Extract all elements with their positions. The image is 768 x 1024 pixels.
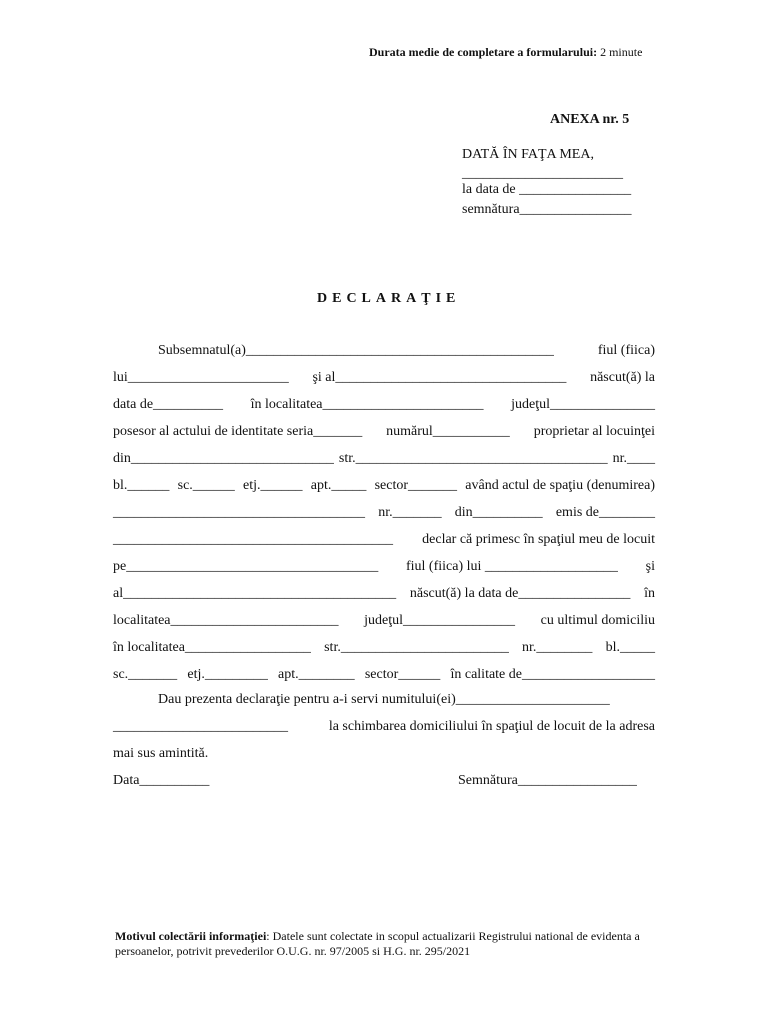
form-segment[interactable]: născut(ă) la data de________________ xyxy=(409,586,631,601)
form-segment[interactable]: sector_______ xyxy=(374,478,458,493)
notice-text: : Datele sunt colectate in scopul actualizarii Registrului national de evidenta a persoanelor, potrivit prevederilor O.U.G. nr. 97/2005 si H.G. nr. 295/2021 xyxy=(115,929,640,958)
form-segment[interactable]: posesor al actului de identitate seria_______ xyxy=(113,424,363,439)
notice-label: Motivul colectării informaţiei xyxy=(115,929,267,943)
form-segment[interactable]: din_____________________________ xyxy=(113,451,334,466)
form-line xyxy=(113,370,655,386)
form-segment: mai sus amintită. xyxy=(113,746,209,761)
form-segment[interactable]: sc.______ xyxy=(177,478,235,493)
form-segment[interactable]: nr.________ xyxy=(522,640,593,655)
form-segment[interactable]: _________________________ xyxy=(113,719,288,734)
form-line xyxy=(113,613,655,629)
form-segment[interactable]: pe____________________________________ xyxy=(113,559,379,574)
form-segment[interactable]: data de__________ xyxy=(113,397,224,412)
form-line xyxy=(113,451,655,467)
form-segment[interactable]: bl.______ xyxy=(113,478,170,493)
form-segment[interactable]: din__________ xyxy=(454,505,543,520)
form-segment[interactable]: bl._____ xyxy=(605,640,655,655)
form-line xyxy=(113,532,655,548)
form-segment: fiul (fiica) xyxy=(597,343,655,358)
form-line xyxy=(113,640,655,656)
form-segment: proprietar al locuinţei xyxy=(533,424,655,439)
form-segment[interactable]: lui_______________________ xyxy=(113,370,289,385)
form-segment: declar că primesc în spaţiul meu de locuit xyxy=(422,532,655,547)
form-segment[interactable]: apt.________ xyxy=(278,667,355,682)
form-segment[interactable]: localitatea________________________ xyxy=(113,613,339,628)
form-line xyxy=(113,559,655,575)
form-segment[interactable]: judeţul________________ xyxy=(364,613,516,628)
form-segment[interactable]: apt._____ xyxy=(310,478,367,493)
form-segment: născut(ă) la xyxy=(590,370,655,385)
form-segment[interactable]: etj.______ xyxy=(243,478,303,493)
form-segment[interactable]: ____________________________________ xyxy=(113,505,365,520)
form-segment[interactable]: Subsemnatul(a)____________________________________________ xyxy=(158,343,554,358)
witness-blank-line[interactable]: _______________________ xyxy=(462,166,623,181)
form-line xyxy=(113,746,655,762)
form-segment: la schimbarea domiciliului în spaţiul de locuit de la adresa xyxy=(328,719,655,734)
form-segment[interactable]: sector______ xyxy=(364,667,441,682)
form-segment[interactable]: str.________________________ xyxy=(324,640,509,655)
form-segment[interactable]: în calitate de___________________ xyxy=(450,667,655,682)
form-segment[interactable]: numărul___________ xyxy=(386,424,510,439)
form-segment[interactable]: fiul (fiica) lui ___________________ xyxy=(405,559,618,574)
form-line xyxy=(113,667,655,683)
witness-date-line[interactable]: la data de ________________ xyxy=(462,182,632,197)
form-line xyxy=(113,505,655,521)
completion-time-value: 2 minute xyxy=(600,45,643,59)
form-segment[interactable]: str.____________________________________ xyxy=(338,451,608,466)
form-line xyxy=(113,719,655,735)
form-line xyxy=(113,397,655,413)
form-line xyxy=(158,692,655,708)
form-segment[interactable]: Dau prezenta declaraţie pentru a-i servi numitului(ei)______________________ xyxy=(158,692,610,707)
form-line xyxy=(113,586,655,602)
form-line xyxy=(158,343,655,359)
form-line xyxy=(113,424,655,440)
form-segment[interactable]: judeţul_______________ xyxy=(511,397,655,412)
form-segment[interactable]: ________________________________________ xyxy=(113,532,393,547)
form-segment[interactable]: emis de________ xyxy=(555,505,655,520)
completion-time-note xyxy=(369,45,642,60)
witness-title: DATĂ ÎN FAŢA MEA, xyxy=(462,147,594,162)
form-line xyxy=(113,478,655,494)
annex-number: ANEXA nr. 5 xyxy=(550,112,630,127)
form-segment: şi xyxy=(645,559,655,574)
form-segment: în xyxy=(644,586,655,601)
form-segment[interactable]: nr.____ xyxy=(612,451,655,466)
form-segment[interactable]: al_______________________________________ xyxy=(113,586,397,601)
form-segment[interactable]: în localitatea_______________________ xyxy=(250,397,484,412)
form-segment[interactable]: în localitatea__________________ xyxy=(113,640,311,655)
date-label[interactable]: Data__________ xyxy=(113,773,210,788)
signature-field[interactable]: Semnătura_________________ xyxy=(458,773,637,788)
form-segment[interactable]: şi al_________________________________ xyxy=(312,370,567,385)
data-collection-notice xyxy=(115,929,660,959)
witness-signature-line[interactable]: semnătura________________ xyxy=(462,202,632,217)
date-field[interactable] xyxy=(113,773,209,789)
form-segment: având actul de spaţiu (denumirea) xyxy=(465,478,655,493)
form-segment: cu ultimul domiciliu xyxy=(540,613,655,628)
completion-time-label: Durata medie de completare a formularului: xyxy=(369,45,598,59)
form-segment[interactable]: nr._______ xyxy=(378,505,442,520)
form-segment[interactable]: etj._________ xyxy=(187,667,268,682)
document-title: DECLARAŢIE xyxy=(317,291,461,306)
form-segment[interactable]: sc._______ xyxy=(113,667,178,682)
